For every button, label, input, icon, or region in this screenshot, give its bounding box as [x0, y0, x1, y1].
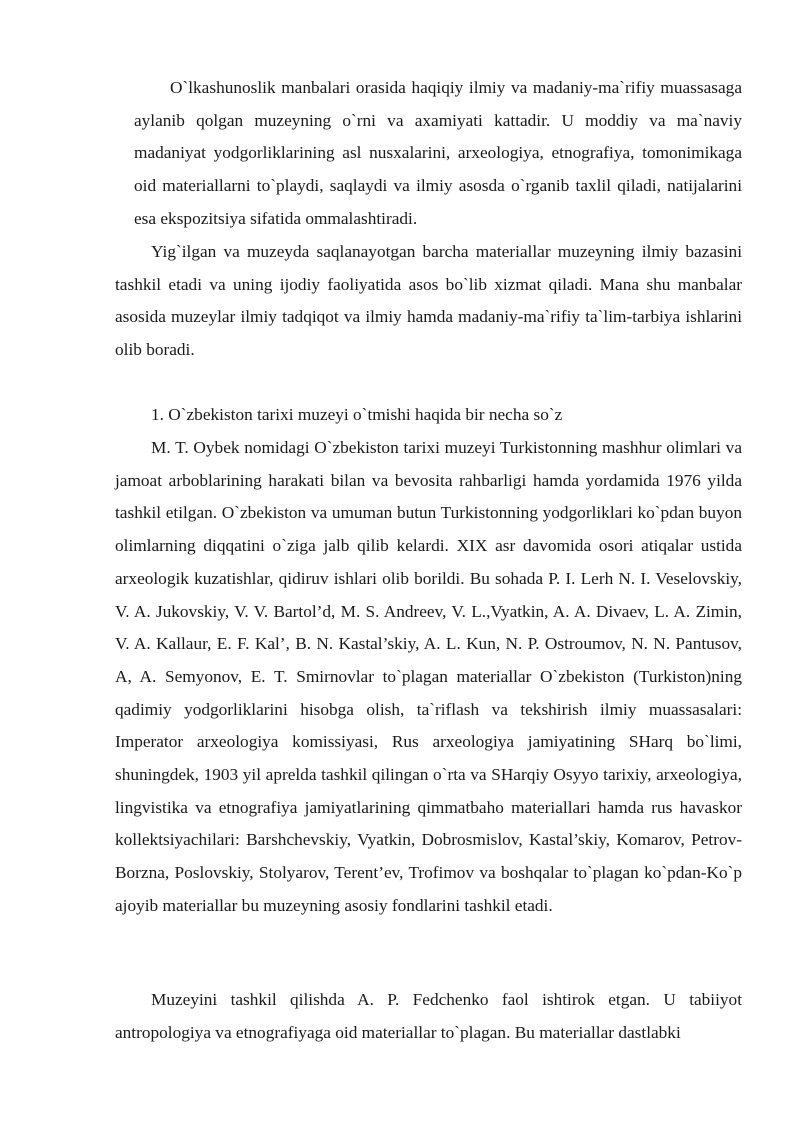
paragraph-2: Yig`ilgan va muzeyda saqlanayotgan barcha materiallar muzeyning ilmiy bazasini tashkil etadi va uning ijodiy faoliyatida asos bo`lib xizmat qiladi. Mana shu manbalar asosida muzeylar ilmiy tadqiqot va ilmiy hamda madaniy-ma`rifiy ta`lim-tarbiya ishlarini olib boradi.	[115, 242, 742, 360]
paragraph-4: Muzeyini tashkil qilishda A. P. Fedchenko faol ishtirok etgan. U tabiiyot antropologiya va etnografiyaga oid materiallar to`plagan. Bu materiallar dastlabki	[115, 990, 742, 1042]
intro-paragraph: O`lkashunoslik manbalari orasida haqiqiy ilmiy va madaniy-ma`rifiy muassasaga aylanib qolgan muzeyning o`rni va axamiyati kattadir. U moddiy va ma`naviy madaniyat yodgorliklarining asl nusxalarini, arxeologiya, etnografiya, tomonimikaga oid materiallarni to`playdi, saqlaydi va ilmiy asosda o`rganib taxlil qiladi, natijalarini esa ekspozitsiya sifatida ommalashtiradi.	[134, 78, 742, 228]
paragraph-3: M. T. Oybek nomidagi O`zbekiston tarixi muzeyi Turkistonning mashhur olimlari va jamoat arboblarining harakati bilan va bevosita rahbarligi hamda yordamida 1976 yilda tashkil etilgan. O`zbekiston va umuman butun Turkistonning yodgorliklari ko`pdan buyon olimlarning diqqatini o`ziga jalb qilib kelardi. XIX asr davomida osori atiqalar ustida arxeologik kuzatishlar, qidiruv ishlari olib borildi. Bu sohada P. I. Lerh N. I. Veselovskiy, V. A. Jukovskiy, V. V. Bartol’d, M. S. Andreev, V. L.,Vyatkin, A. A. Divaev, L. A. Zimin, V. A. Kallaur, E. F. Kal’, B. N. Kastal’skiy, A. L. Kun, N. P. Ostroumov, N. N. Pantusov, A, A. Semyonov, E. T. Smirnovlar to`plagan materiallar O`zbekiston (Turkiston)ning qadimiy yodgorliklarini hisobga olish, ta`riflash va tekshirish ilmiy muassasalari: Imperator arxeologiya komissiyasi, Rus arxeologiya jamiyatining SHarq bo`limi, shuningdek, 1903 yil aprelda tashkil qilingan o`rta va SHarqiy Osyyo tarixiy, arxeologiya, lingvistika va etnografiya jamiyatlarining qimmatbaho materiallari hamda rus havaskor kollektsiyachilari: Barshchevskiy, Vyatkin, Dobrosmislov, Kastal’skiy, Komarov, Petrov-Borzna, Poslovskiy, Stolyarov, Terent’ev, Trofimov va boshqalar to`plagan ko`pdan-Ko`p ajoyib materiallar bu muzeyning asosiy fondlarini tashkil etadi.	[115, 438, 742, 915]
section-heading: 1. O`zbekiston tarixi muzeyi o`tmishi haqida bir necha so`z	[151, 405, 563, 424]
